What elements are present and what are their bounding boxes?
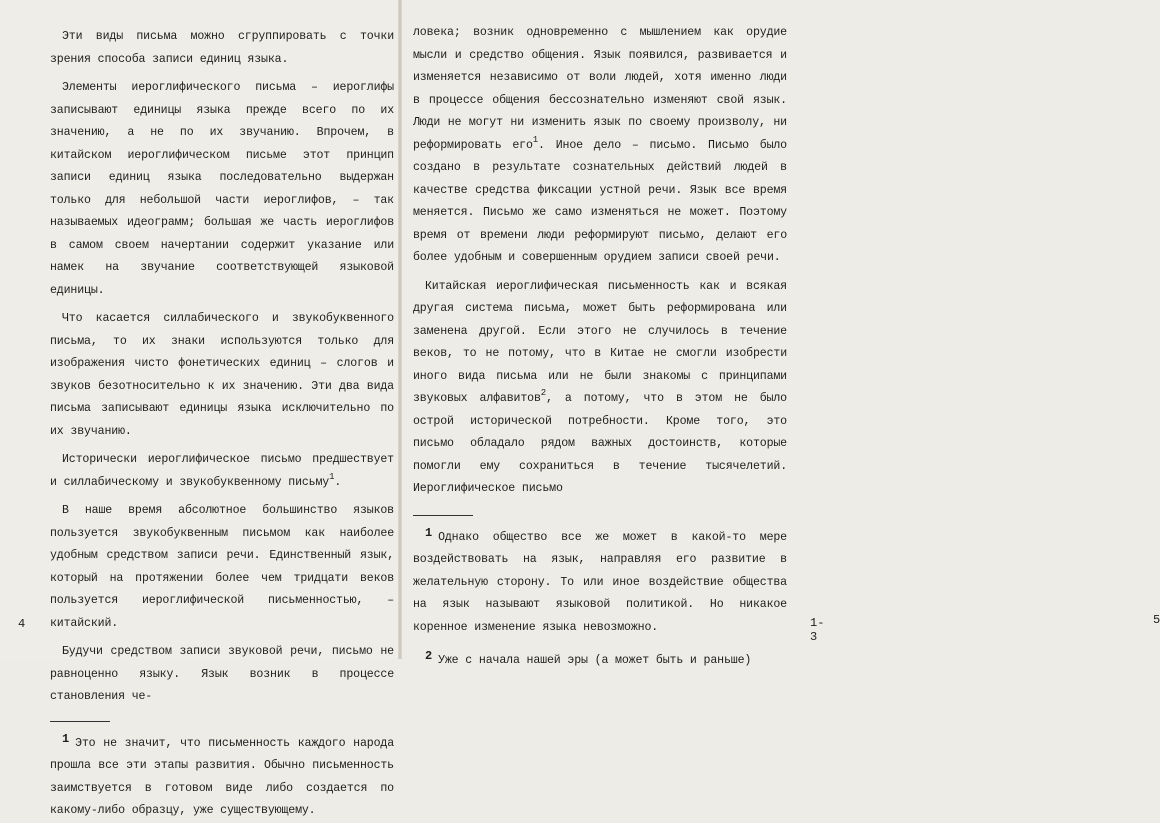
paragraph-text: , а потому, что в этом не было острой исторической потребности. Кроме того, это письмо обладало рядом важных достоинств, которые помогли ему сохраниться в течение тысячелетий. Иероглифическое письмо — [413, 392, 787, 495]
paragraph-end: . — [334, 475, 342, 489]
footnote-text: Это не значит, что письменность каждого народа прошла все эти этапы развития. Обычно письменность заимствуется в готовом виде либо создается по какому-либо образцу, уже существующему. — [50, 736, 394, 817]
right-page — [400, 0, 1160, 667]
footnote-text: Уже с начала нашей эры (а может быть и раньше) — [438, 654, 752, 667]
paragraph-text: . Иное дело – письмо. Письмо было создано в результате сознательных действий людей в качестве средства фиксации устной речи. Язык все время меняется. Письмо же само изменяться не может. Поэтому время от времени люди реформируют письмо, делают его более удобным и совершенным орудием записи своей речи. — [413, 138, 787, 264]
footnote-ref: 2 — [540, 388, 547, 398]
paragraph: Что касается силлабического и звукобуквенного письма, то их знаки используются только для изображения чисто фонетических единиц – слогов и звуков безотносительно к их значению. Эти два вида письма записывают единицы языка исключительно по их звучанию. — [50, 312, 394, 438]
footnote-divider — [50, 721, 110, 722]
footnote-ref: 1 — [329, 471, 335, 482]
right-page-text — [413, 22, 787, 673]
footnote-mark: 2 — [425, 649, 433, 663]
paragraph-text: Китайская иероглифическая письменность как и всякая другая система письма, может быть реформирована или заменена другой. Если этого не случилось в течение веков, то не потому, что в Китае не смогли изобрести иного вида письма или не были знакомы с принципами звуковых алфавитов — [413, 279, 787, 405]
paragraph: В наше время абсолютное большинство языков пользуется звукобуквенным письмом как наиболее удобным средством записи речи. Единственный язык, который на протяжении более чем тридцати веков пользуется иероглифической письменностью, – китайский. — [50, 504, 394, 630]
page-number: 4 — [18, 617, 26, 631]
footnote — [50, 728, 394, 823]
paragraph — [413, 22, 787, 270]
paragraph: Элементы иероглифического письма – иероглифы записывают единицы языка прежде всего по их значению, а не по их звучанию. Впрочем, в китайском иероглифическом письме этот принцип записи единиц языка последовательно выдержан только для небольшой части иероглифов, – так называемых идеограмм; большая же часть иероглифов в самом своем начертании содержит указание или намек на звучание соответствующей языковой единицы. — [50, 81, 394, 297]
left-page — [0, 0, 400, 817]
footnote-divider — [413, 515, 473, 516]
footnote-ref: 1 — [532, 134, 539, 145]
footnote — [413, 645, 787, 673]
paragraph — [50, 449, 394, 494]
footnote-mark: 1 — [62, 731, 70, 746]
paragraph: Эти виды письма можно сгруппировать с точки зрения способа записи единиц языка. — [50, 30, 394, 66]
paragraph-text: Исторически иероглифическое письмо предшествует и силлабическому и звукобуквенному письму — [50, 453, 394, 489]
signature-mark: 1-3 — [810, 616, 825, 644]
footnote — [413, 522, 787, 640]
paragraph: Будучи средством записи звуковой речи, письмо не равноценно языку. Язык возник в процессе становления че- — [50, 645, 394, 703]
page-number: 5 — [1153, 613, 1160, 627]
book-gutter — [398, 0, 402, 659]
footnote-text: Однако общество все же может в какой-то мере воздействовать на язык, направляя его развитие в желательную сторону. То или иное воздействие общества на язык называют языковой политикой. Но никакое коренное изменение языка невозможно. — [413, 530, 787, 634]
paragraph-text: ловека; возник одновременно с мышлением как орудие мысли и средство общения. Язык появился, развивается и изменяется независимо от воли людей, хотя именно люди в процессе общения бессознательно изменяют свой язык. Люди не могут ни изменить язык по своему произволу, ни реформировать его — [413, 26, 787, 152]
left-page-text — [50, 26, 394, 823]
footnote-mark: 1 — [425, 525, 433, 540]
paragraph — [413, 276, 787, 501]
